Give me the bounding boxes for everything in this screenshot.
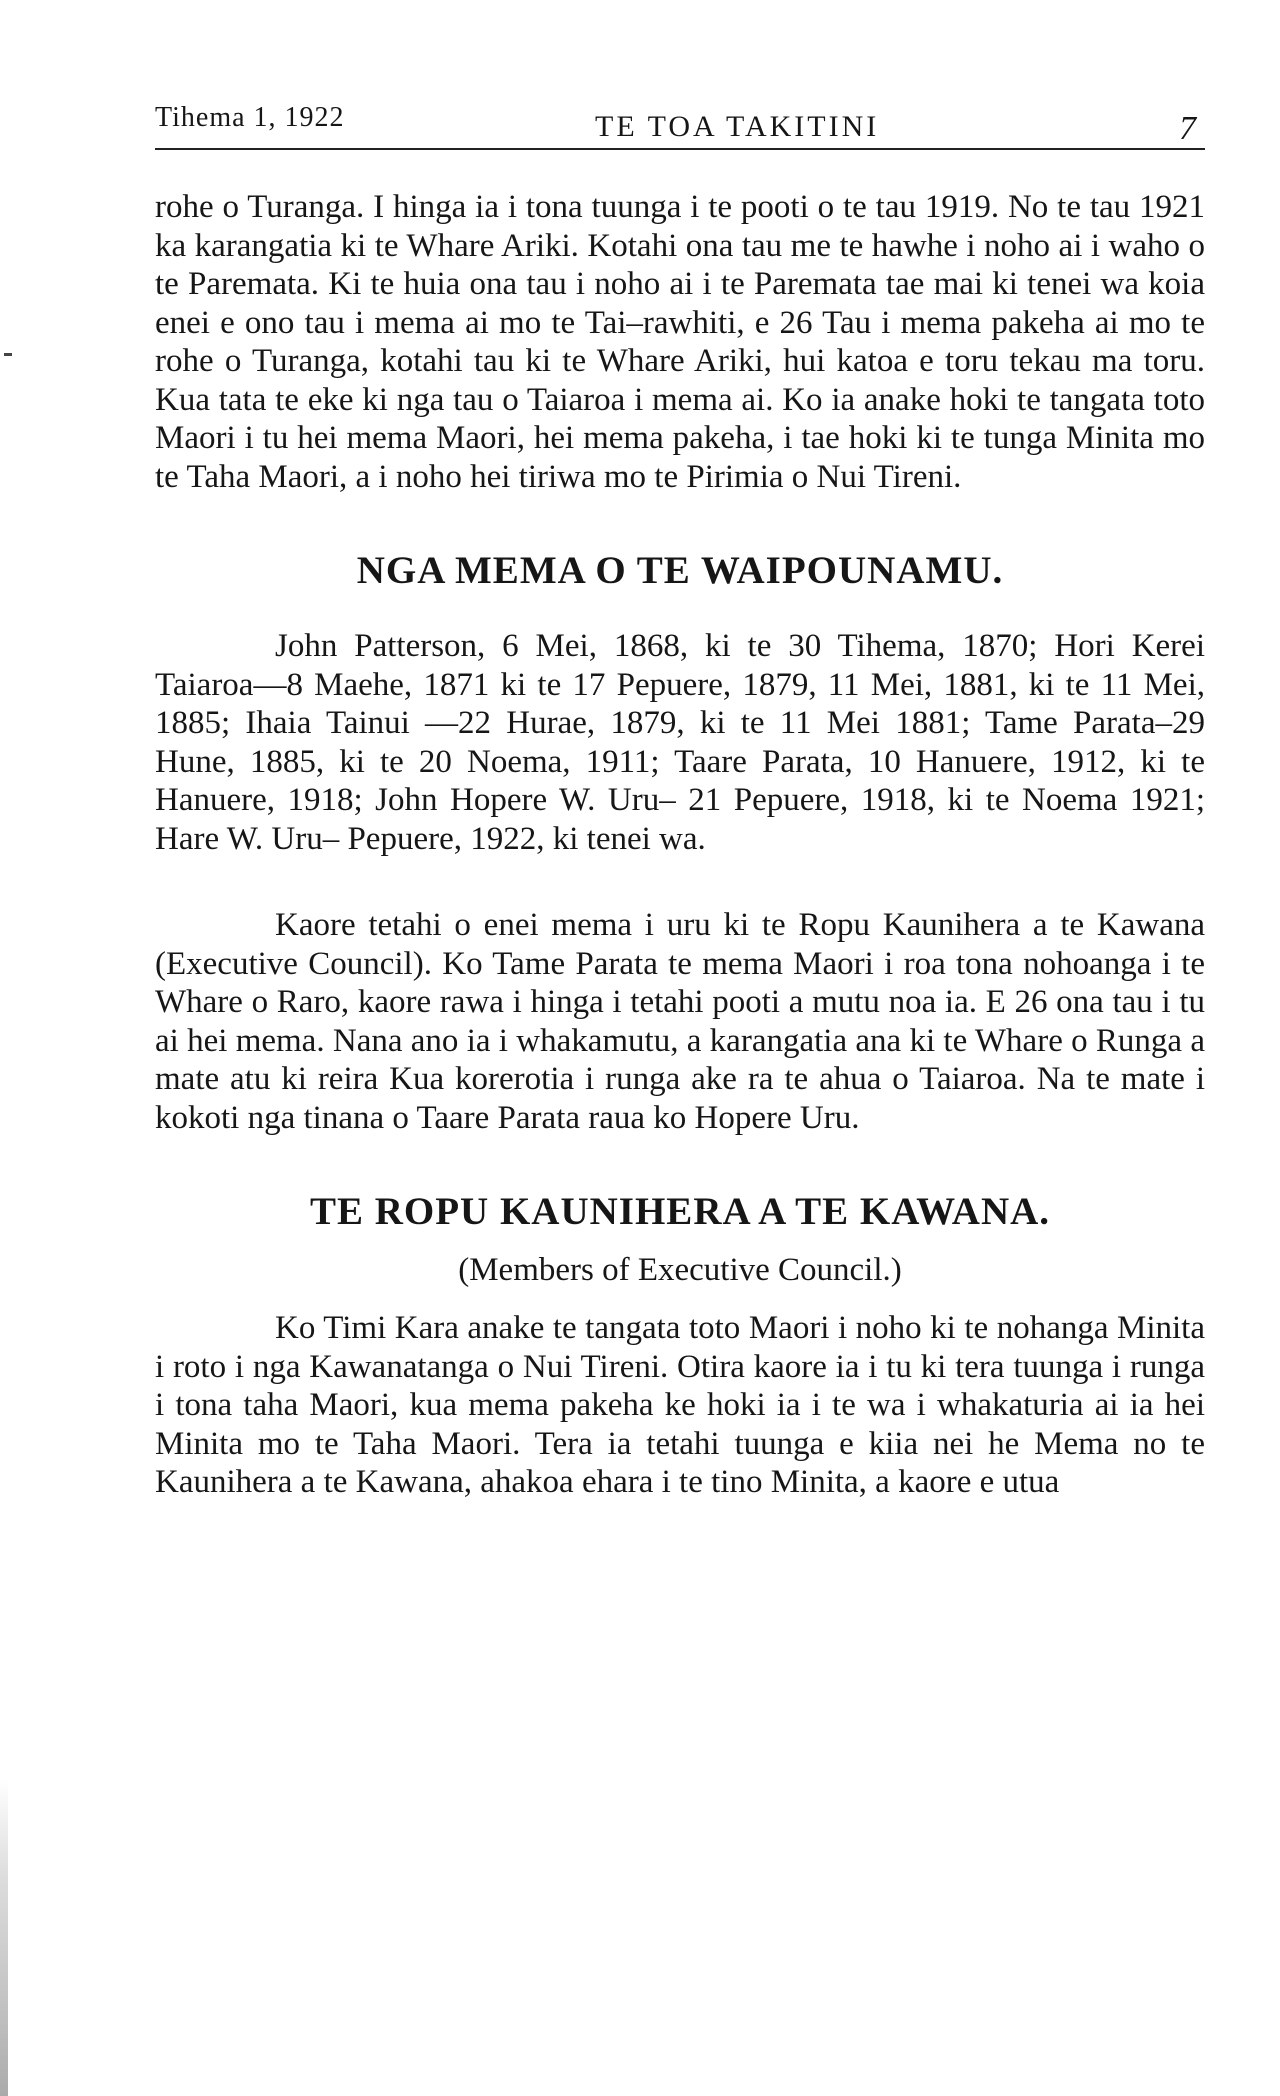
header-title: TE TOA TAKITINI: [595, 110, 880, 143]
header-date: Tihema 1, 1922: [155, 102, 345, 133]
header-rule: [155, 148, 1205, 150]
section-title-kaunihera: TE ROPU KAUNIHERA A TE KAWANA.: [309, 1190, 1051, 1233]
intro-paragraph: rohe o Turanga. I hinga ia i tona tuunga i te pooti o te tau 1919. No te tau 1921 ka karangatia ki te Whare Ariki. Kotahi ona tau me te hawhe i noho ai i waho o te Paremata. Ki te huia ona tau i noho ai i te Paremata tae mai ki tenei wa koia enei e ono tau i mema ai mo te Tai–rawhiti, e 26 Tau i mema pakeha ai mo te rohe o Turanga, kotahi tau ki te Whare Ariki, hui katoa e toru tekau ma toru. Kua tata te eke ki nga tau o Taiaroa i mema ai. Ko ia anake hoki te tangata toto Maori i tu hei mema Maori, hei mema pakeha, i tae hoki ki te tunga Minita mo te Taha Maori, a i noho hei tiriwa mo te Pirimia o Nui Tireni.: [155, 189, 1205, 495]
running-header: [155, 96, 1205, 148]
section-subtitle: (Members of Executive Council.): [458, 1252, 902, 1288]
document-page: [155, 96, 1205, 1502]
timi-kara-paragraph: Ko Timi Kara anake te tangata toto Maori i noho ki te nohanga Minita i roto i nga Kawanatanga o Nui Tireni. Otira kaore ia i tu ki tera tuunga i runga i tona taha Maori, kua mema pakeha ke hoki ia i te wa i whakaturia ai ia hei Minita mo te Taha Maori. Tera ia tetahi tuunga e kiia nei he Mema no te Kaunihera a te Kawana, ahakoa ehara i te tino Minita, a kaore e utua: [155, 1310, 1205, 1500]
margin-mark: [4, 353, 12, 356]
section-title-waipounamu: NGA MEMA O TE WAIPOUNAMU.: [356, 549, 1004, 592]
members-list-paragraph: John Patterson, 6 Mei, 1868, ki te 30 Tihema, 1870; Hori Kerei Taiaroa—8 Maehe, 1871 ki te 17 Pepuere, 1879, 11 Mei, 1881, ki te 11 Mei, 1885; Ihaia Tainui —22 Hurae, 1879, ki te 11 Mei 1881; Tame Parata–29 Hune, 1885, ki te 20 Noema, 1911; Taare Parata, 10 Hanuere, 1912, ki te Hanuere, 1918; John Hopere W. Uru– 21 Pepuere, 1918, ki te Noema 1921; Hare W. Uru– Pepuere, 1922, ki tenei wa.: [155, 628, 1205, 857]
executive-council-paragraph: Kaore tetahi o enei mema i uru ki te Ropu Kaunihera a te Kawana (Executive Council). Ko Tame Parata te mema Maori i roa tona nohoanga i te Whare o Raro, kaore rawa i hinga i tetahi pooti a mutu noa ia. E 26 ona tau i tu ai hei mema. Nana ano ia i whakamutu, a karangatia ana ki te Whare o Runga a mate atu ki reira Kua korerotia i runga ake ra te ahua o Taiaroa. Na te mate i kokoti nga tinana o Taare Parata raua ko Hopere Uru.: [155, 907, 1205, 1136]
page-number: 7: [1179, 110, 1197, 147]
page-edge-shadow: [0, 1780, 8, 2096]
